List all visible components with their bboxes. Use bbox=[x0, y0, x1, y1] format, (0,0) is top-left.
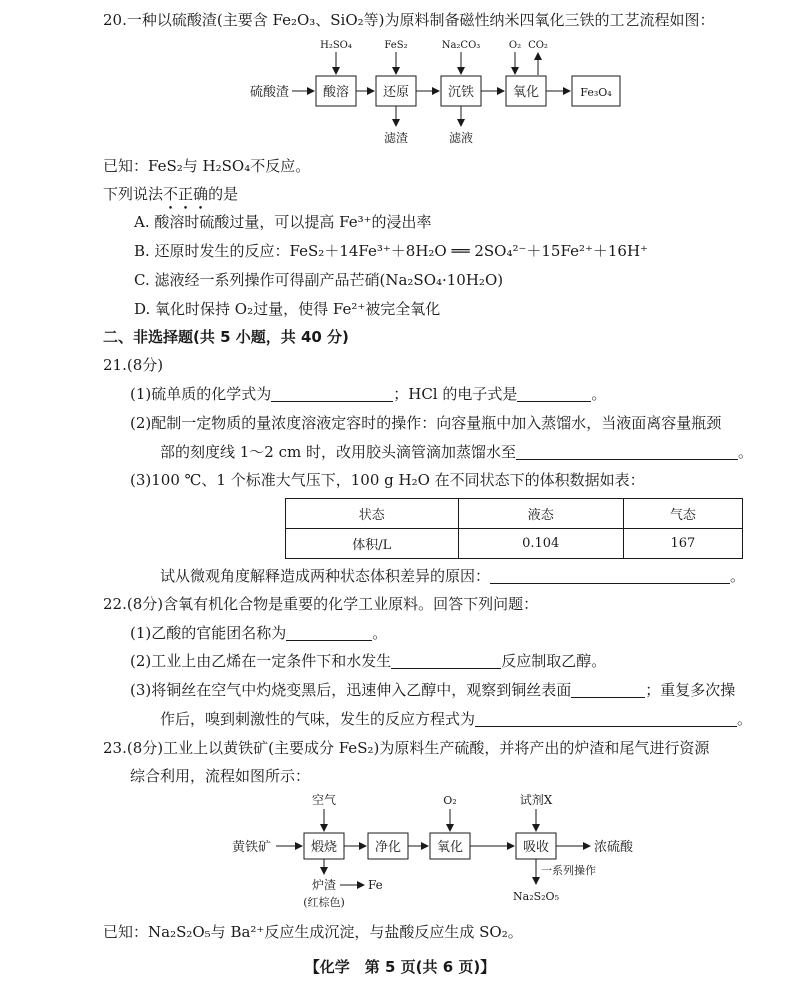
q21-part2-line2 bbox=[160, 442, 753, 462]
q23-known: 已知：Na₂S₂O₅与 Ba²⁺反应生成沉淀，与盐酸反应生成 SO₂。 bbox=[103, 923, 523, 941]
q20-option-b: B. 还原时发生的反应：FeS₂＋14Fe³⁺＋8H₂O ══ 2SO₄²⁻＋15Fe²⁺＋16H⁺ bbox=[134, 242, 648, 260]
q23-box-roast: 煅烧 bbox=[310, 840, 338, 855]
q23-stem-line2: 综合利用，流程如图所示： bbox=[130, 767, 311, 785]
q21-part3-ask bbox=[160, 566, 745, 586]
table-row-label: 体积/L bbox=[286, 529, 459, 559]
q22-blank-observation[interactable] bbox=[571, 681, 645, 698]
q23-box-absorb: 吸收 bbox=[522, 840, 550, 855]
table-header-liquid: 液态 bbox=[458, 499, 623, 529]
q23-input-reagent: 试剂X bbox=[519, 793, 553, 807]
table-cell-liquid: 0.104 bbox=[458, 529, 623, 559]
q21-p2-end: 。 bbox=[738, 443, 754, 461]
q20-stem: 20.一种以硫酸渣(主要含 Fe₂O₃、SiO₂等)为原料制备磁性纳米四氧化三铁的工艺流程如图： bbox=[103, 11, 715, 29]
q23-input-air: 空气 bbox=[311, 793, 337, 807]
q22-p3-line2-text: 作后，嗅到刺激性的气味，发生的反应方程式为 bbox=[160, 710, 476, 728]
q22-p2-text-a: (2)工业上由乙烯在一定条件下和水发生 bbox=[130, 652, 392, 670]
q21-part1 bbox=[130, 384, 606, 404]
q20-input-h2so4: H₂SO₄ bbox=[320, 40, 352, 51]
q23-product: Na₂S₂O₅ bbox=[513, 890, 559, 903]
q20-box-oxidize: 氧化 bbox=[512, 85, 540, 100]
q22-blank-equation[interactable] bbox=[475, 710, 737, 727]
q22-part2 bbox=[130, 651, 606, 671]
q22-p2-text-b: 反应制取乙醇。 bbox=[501, 652, 607, 670]
q20-option-c: C. 滤液经一系列操作可得副产品芒硝(Na₂SO₄·10H₂O) bbox=[134, 271, 504, 289]
q21-blank-reason[interactable] bbox=[490, 567, 730, 584]
q22-p3-text-b: ；重复多次操 bbox=[645, 681, 736, 699]
q22-part3 bbox=[130, 680, 735, 700]
q21-blank-volumetric[interactable] bbox=[516, 443, 738, 460]
q20-ask bbox=[103, 184, 238, 204]
q22-p1-text: (1)乙酸的官能团名称为 bbox=[130, 624, 287, 642]
q21-p2-text: 部的刻度线 1～2 cm 时，改用胶头滴管滴加蒸馏水至 bbox=[160, 443, 517, 461]
q23-flow-start: 黄铁矿 bbox=[232, 840, 272, 855]
volume-table bbox=[285, 498, 743, 559]
q23-box-purify: 净化 bbox=[374, 840, 402, 855]
q21-p1-end: 。 bbox=[591, 385, 607, 403]
q20-flow-diagram bbox=[240, 34, 640, 154]
q20-box-precip: 沉铁 bbox=[447, 85, 475, 100]
q21-p1-text-b: ；HCl 的电子式是 bbox=[393, 385, 518, 403]
q23-slag-note: (红棕色) bbox=[303, 896, 345, 909]
q21-part3: (3)100 ℃、1 个标准大气压下，100 g H₂O 在不同状态下的体积数据如表： bbox=[130, 471, 645, 489]
q22-blank-group[interactable] bbox=[286, 624, 372, 641]
q20-output-filtrate: 滤液 bbox=[448, 131, 474, 145]
q20-input-o2: O₂ bbox=[508, 40, 522, 51]
table-cell-gas: 167 bbox=[623, 529, 742, 559]
q20-input-fes2: FeS₂ bbox=[384, 40, 408, 51]
q21-blank-formula[interactable] bbox=[271, 385, 393, 402]
q21-part2-line1: (2)配制一定物质的量浓度溶液定容时的操作：向容量瓶中加入蒸馏水，当液面离容量瓶颈 bbox=[130, 414, 722, 432]
q20-option-a: A. 酸溶时硫酸过量，可以提高 Fe³⁺的浸出率 bbox=[134, 213, 432, 231]
q20-emph-1: 不 bbox=[163, 185, 179, 203]
q23-slag: 炉渣 bbox=[311, 878, 337, 892]
q22-blank-reaction-type[interactable] bbox=[391, 652, 501, 669]
q20-option-d: D. 氧化时保持 O₂过量，使得 Fe²⁺被完全氧化 bbox=[134, 300, 441, 318]
q20-output-residue: 滤渣 bbox=[383, 131, 409, 145]
q20-box-acid: 酸溶 bbox=[322, 85, 350, 100]
q22-part3-line2 bbox=[160, 709, 752, 729]
q23-stem-line1: 23.(8分)工业上以黄铁矿(主要成分 FeS₂)为原料生产硫酸，并将产出的炉渣和尾气进行资源 bbox=[103, 739, 710, 757]
q22-stem: 22.(8分)含氧有机化合物是重要的化学工业原料。回答下列问题： bbox=[103, 595, 539, 613]
q20-emph-3: 确 bbox=[193, 185, 209, 203]
q22-p3-end: 。 bbox=[737, 710, 753, 728]
q21-title: 21.(8分) bbox=[103, 356, 164, 374]
q21-p1-text-a: (1)硫单质的化学式为 bbox=[130, 385, 272, 403]
q20-box-product: Fe₃O₄ bbox=[580, 86, 612, 99]
q20-flow-start: 硫酸渣 bbox=[250, 85, 290, 100]
q22-p1-end: 。 bbox=[372, 624, 388, 642]
q20-input-na2co3: Na₂CO₃ bbox=[441, 40, 481, 51]
q20-ask-post: 的是 bbox=[208, 185, 239, 203]
q23-series-ops: 一系列操作 bbox=[541, 864, 596, 877]
table-header-state: 状态 bbox=[286, 499, 459, 529]
page-footer: 【化学 第 5 页(共 6 页)】 bbox=[304, 958, 496, 976]
q21-p3-ask-text: 试从微观角度解释造成两种状态体积差异的原因： bbox=[160, 567, 491, 585]
q20-known: 已知：FeS₂与 H₂SO₄不反应。 bbox=[103, 157, 311, 175]
q22-part1 bbox=[130, 623, 387, 643]
q22-p3-text-a: (3)将铜丝在空气中灼烧变黑后，迅速伸入乙醇中，观察到铜丝表面 bbox=[130, 681, 572, 699]
q23-flow-diagram bbox=[228, 790, 648, 914]
q23-flow-end: 浓硫酸 bbox=[594, 840, 634, 855]
q20-emph-2: 正 bbox=[178, 185, 194, 203]
q20-output-co2: CO₂ bbox=[528, 40, 548, 51]
q20-box-reduce: 还原 bbox=[382, 85, 410, 100]
q21-blank-electron[interactable] bbox=[517, 385, 591, 402]
table-header-gas: 气态 bbox=[623, 499, 742, 529]
q23-fe: Fe bbox=[368, 878, 383, 892]
q20-ask-pre: 下列说法 bbox=[103, 185, 164, 203]
section-heading: 二、非选择题(共 5 小题，共 40 分) bbox=[103, 328, 349, 346]
q23-box-oxidize: 氧化 bbox=[436, 840, 464, 855]
q23-input-o2: O₂ bbox=[443, 794, 457, 807]
q21-p3-end: 。 bbox=[730, 567, 746, 585]
